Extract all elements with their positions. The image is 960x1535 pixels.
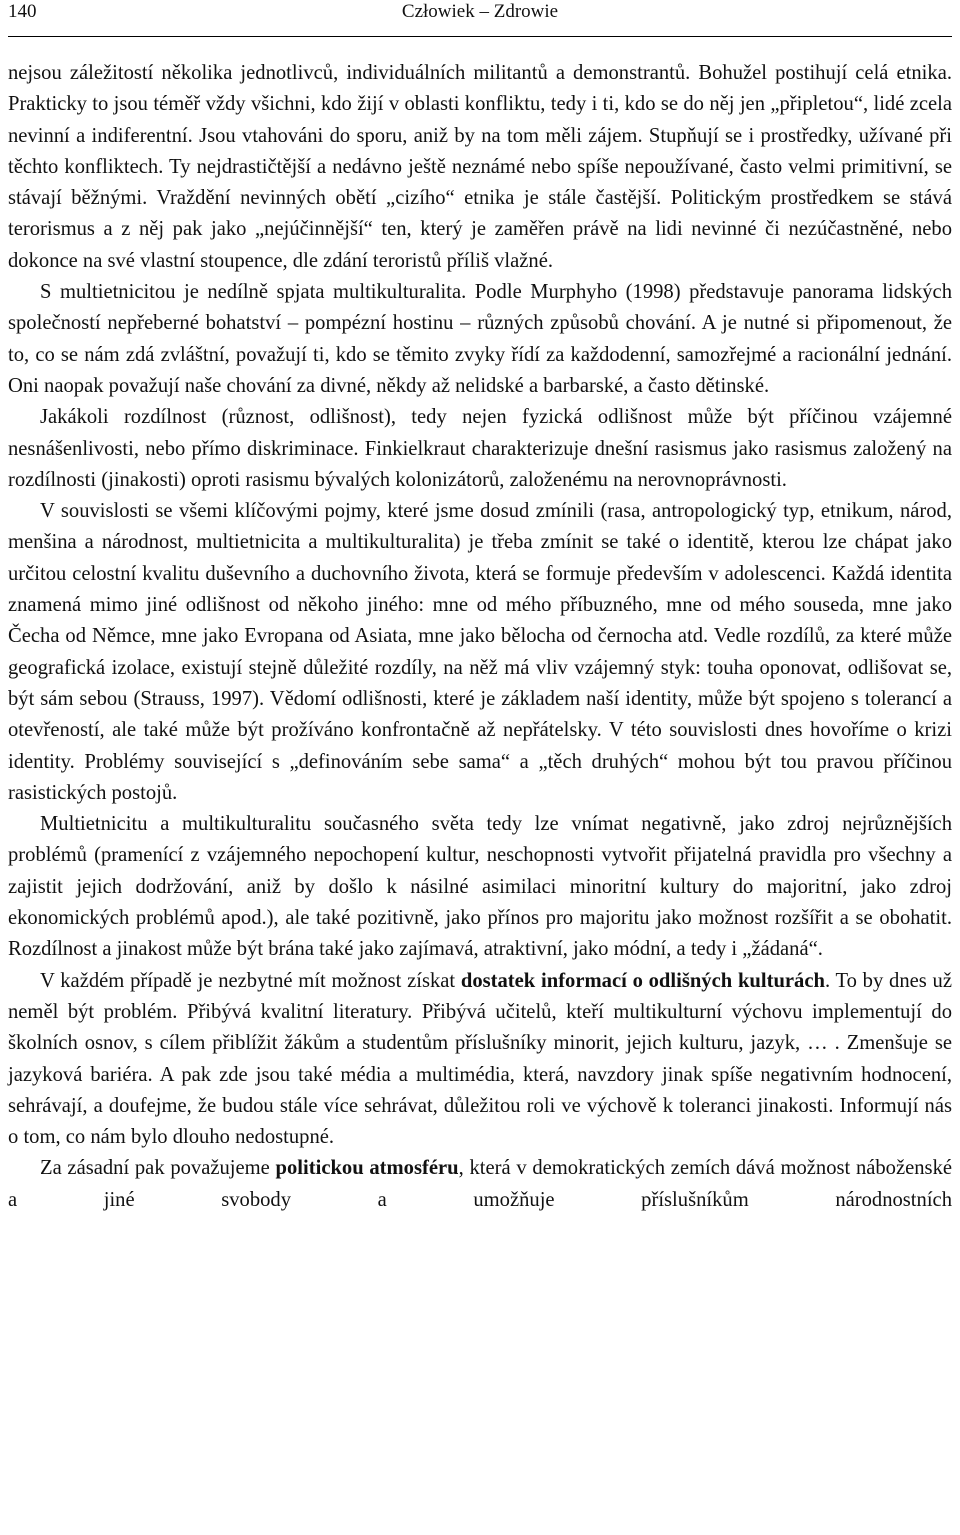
paragraph [8, 966, 952, 1154]
running-title: Człowiek – Zdrowie [401, 1, 559, 22]
paragraph: V souvislosti se všemi klíčovými pojmy, které jsme dosud zmínili (rasa, antropologický typ, etnikum, národ, menšina a národnost, multietnicita a multikulturalita) je třeba zmínit se také o identitě, kterou lze chápat jako určitou celostní kvalitu duševního a duchovního života, která se formuje především v adolescenci. Každá identita znamená mimo jiné odlišnost od někoho jiného: mne od mého příbuzného, mne od mého souseda, mne jako Čecha od Němce, mne jako Evropana od Asiata, mne jako bělocha od černocha atd. Vedle rozdílů, za které může geografická izolace, existují stejně důležité rozdíly, na něž má vliv vzájemný styk: touha oponovat, odlišovat se, být sám sebou (Strauss, 1997). Vědomí odlišnosti, které je základem naší identity, může být spojeno s tolerancí a otevřeností, ale také může být prožíváno konfrontačně až nepřátelsky. V této souvislosti dnes hovoříme o krizi identity. Problémy související s „definováním sebe sama“ a „těch druhých“ mohou být tou pravou příčinou rasistických postojů. [8, 500, 952, 804]
paragraph: Multietnicitu a multikulturalitu současného světa tedy lze vnímat negativně, jako zdroj nejrůznějších problémů (pramenící z vzájemného nepochopení kultur, neschopnosti vytvořit přijatelná pravidla pro všechny a zajistit jejich dodržování, aniž by došlo k násilné asimilaci minoritní kultury do majoritní, jako zdroj ekonomických problémů apod.), ale také pozitivně, jako přínos pro majoritu jako možnost rozšířit a se obohatit. Rozdílnost a jinakost může být brána také jako zajímavá, atraktivní, jako módní, a tedy i „žádaná“. [8, 813, 952, 961]
bold-phrase: politickou atmosféru [275, 1157, 459, 1180]
paragraph: S multietnicitou je nedílně spjata multikulturalita. Podle Murphyho (1998) představuje panorama lidských společností nepřeberné bohatství – pompézní hostinu – různých způsobů chování. A je nutné si připomenout, že to, co se nám zdá zvláštní, považují ti, kdo se těmito zvyky řídí za každodenní, samozřejmé a racionální jednání. Oni naopak považují naše chování za divné, někdy až nelidské a barbarské, a často dětinské. [8, 281, 952, 397]
paragraph: nejsou záležitostí několika jednotlivců, individuálních militantů a demonstrantů. Bohužel postihují celá etnika. Prakticky to jsou téměř vždy všichni, kdo žijí v oblasti konfliktu, tedy i ti, kdo se do něj jen „připletou“, lidé zcela nevinní a indiferentní. Jsou vtahováni do sporu, aniž by na tom měli zájem. Stupňují se i prostředky, užívané při těchto konfliktech. Ty nejdrastičtější a nedávno ještě neznámé nebo spíše nepoužívané, často velmi primitivní, se stávají běžnými. Vraždění nevinných obětí „cizího“ etnika je stále častější. Politickým prostředkem se stává terorismus a z něj pak jako „nejúčinnější“ ten, který je zaměřen právě na lidi nevinné či nezúčastněné, nebo dokonce na své vlastní stoupence, dle zdání teroristů příliš vlažné. [8, 62, 952, 272]
text-span: . To by dnes už neměl být problém. Přibývá kvalitní literatury. Přibývá učitelů, kteří multikulturní výchovu implementují do školních osnov, s cílem přiblížit žákům a studentům příslušníky minorit, jejich kulturu, jazyk, … . Zmenšuje se jazyková bariéra. A pak zde jsou také média a multimédia, která, navzdory jinak spíše negativním hodnocení, sehrávají, a doufejme, že budou stále více sehrávat, důležitou roli ve výchově k toleranci jinakosti. Informují nás o tom, co nám bylo dlouho nedostupné. [8, 969, 952, 1149]
page-number: 140 [8, 1, 37, 22]
paragraph: Jakákoli rozdílnost (různost, odlišnost), tedy nejen fyzická odlišnost může být příčinou vzájemné nesnášenlivosti, nebo přímo diskriminace. Finkielkraut charakterizuje dnešní rasismus jako rasismus založený na rozdílnosti (jinakosti) oproti rasismu bývalých kolonizátorů, založenému na nerovnoprávnosti. [8, 406, 952, 491]
text-span: V každém případě je nezbytné mít možnost získat [40, 969, 461, 992]
paragraph [8, 1153, 952, 1216]
text-body [8, 58, 952, 1216]
page-header [8, 0, 952, 37]
text-span: Za zásadní pak považujeme [40, 1157, 276, 1180]
bold-phrase: dostatek informací o odlišných kulturách [460, 969, 825, 992]
text-span: , která v demokratických zemích dává možnost náboženské a jiné svobody a umožňuje příslušníkům národnostních [8, 1157, 953, 1211]
